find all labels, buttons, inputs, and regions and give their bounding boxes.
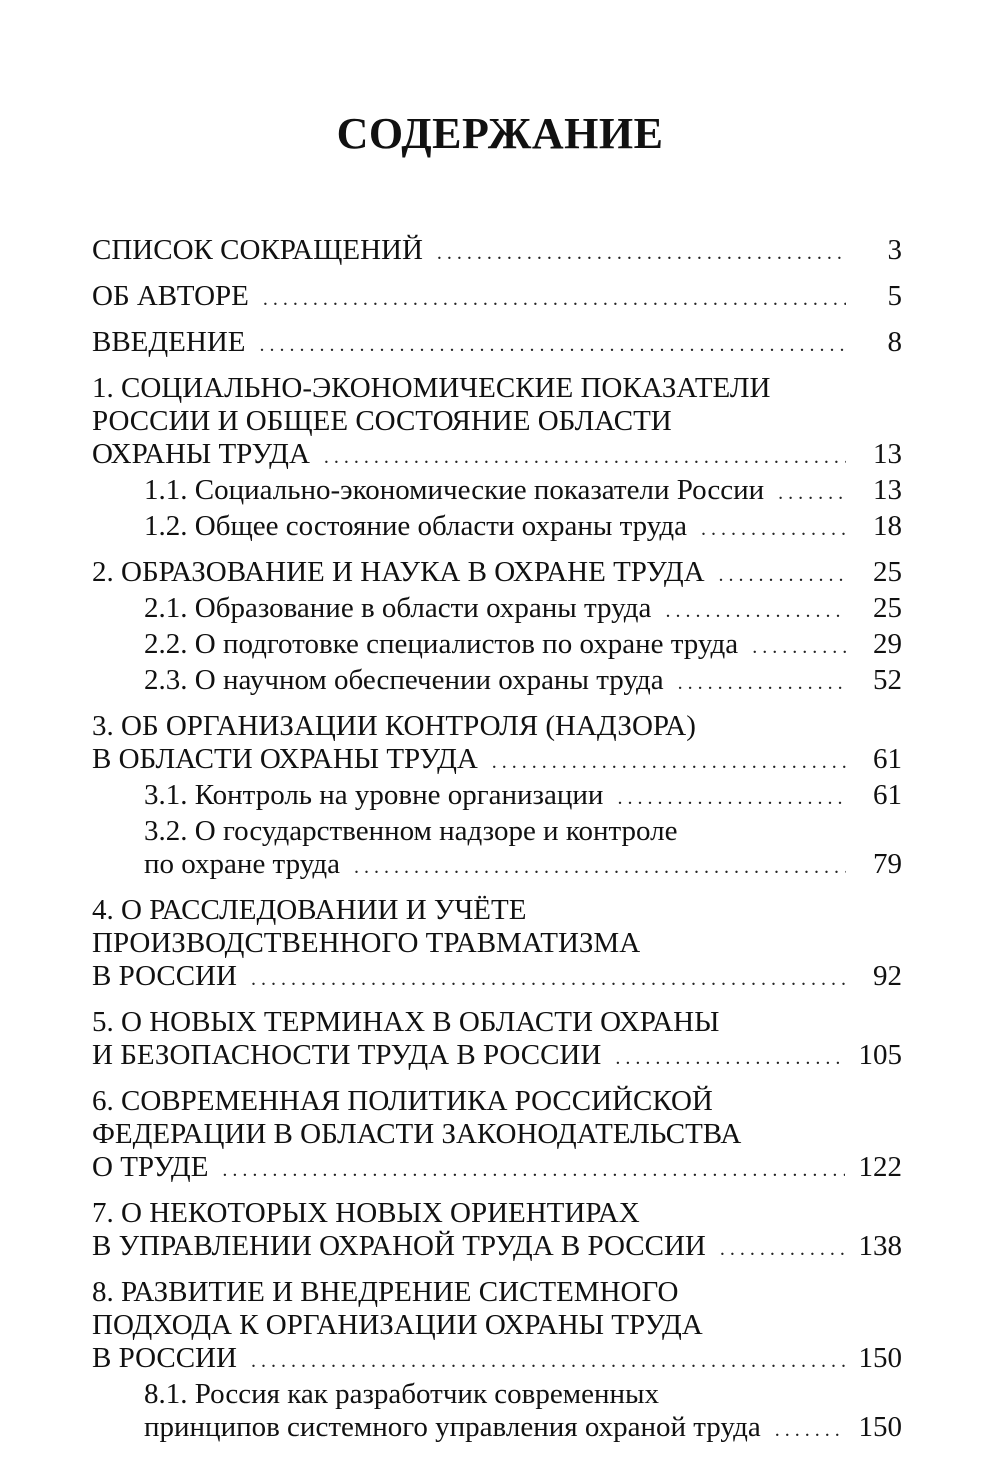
toc-page-number: 52: [873, 664, 902, 696]
toc-entry-label: 3.1. Контроль на уровне организации: [144, 779, 604, 811]
toc-entry-chapter-7[interactable]: [92, 1197, 902, 1266]
dot-leader: [678, 667, 846, 700]
dot-leader: [354, 851, 846, 884]
toc-entry-label: В РОССИИ: [92, 960, 237, 992]
toc-page-number: 5: [887, 280, 902, 312]
toc-entry-chapter-2[interactable]: [92, 556, 902, 592]
toc-entry-label: 1.1. Социально-экономические показатели России: [144, 474, 765, 506]
toc-entry-label: 1.2. Общее состояние области охраны труда: [144, 510, 688, 542]
dot-leader: [719, 559, 846, 592]
toc-entry-label: ПОДХОДА К ОРГАНИЗАЦИИ ОХРАНЫ ТРУДА: [92, 1309, 703, 1341]
toc-entry-label: В ОБЛАСТИ ОХРАНЫ ТРУДА: [92, 743, 478, 775]
toc-entry-label: 3. ОБ ОРГАНИЗАЦИИ КОНТРОЛЯ (НАДЗОРА): [92, 710, 696, 742]
toc-page-number: 18: [873, 510, 902, 542]
toc-entry-label: принципов системного управления охраной труда: [144, 1411, 761, 1443]
toc-entry-label: 1. СОЦИАЛЬНО-ЭКОНОМИЧЕСКИЕ ПОКАЗАТЕЛИ: [92, 372, 771, 404]
dot-leader: [778, 477, 846, 510]
dot-leader: [701, 513, 846, 546]
toc-entry-chapter-3[interactable]: [92, 710, 902, 779]
dot-leader: [263, 283, 846, 316]
dot-leader: [775, 1414, 845, 1447]
toc-entry-chapter-8[interactable]: [92, 1276, 902, 1378]
toc-entry-label: 8. РАЗВИТИЕ И ВНЕДРЕНИЕ СИСТЕМНОГО: [92, 1276, 679, 1308]
dot-leader: [720, 1233, 845, 1266]
dot-leader: [665, 595, 846, 628]
toc-entry-label: ОХРАНЫ ТРУДА: [92, 438, 310, 470]
toc-entry-label: 4. О РАССЛЕДОВАНИИ И УЧЁТЕ: [92, 894, 527, 926]
toc-entry-label: СПИСОК СОКРАЩЕНИЙ: [92, 234, 423, 266]
toc-entry-section-3-1[interactable]: [144, 779, 902, 815]
toc-entry-label: 2.3. О научном обеспечении охраны труда: [144, 664, 664, 696]
toc-entry-section-1-2[interactable]: [144, 510, 902, 546]
toc-entry-section-2-2[interactable]: [144, 628, 902, 664]
toc-entry-chapter-5[interactable]: [92, 1006, 902, 1075]
dot-leader: [324, 441, 846, 474]
toc-entry-label: В УПРАВЛЕНИИ ОХРАНОЙ ТРУДА В РОССИИ: [92, 1230, 706, 1262]
toc-entry-label: 6. СОВРЕМЕННАЯ ПОЛИТИКА РОССИЙСКОЙ: [92, 1085, 713, 1117]
toc-page-number: 13: [873, 438, 902, 470]
toc-page-number: 8: [887, 326, 902, 358]
toc-entry-section-3-2[interactable]: [144, 815, 902, 884]
dot-leader: [617, 782, 846, 815]
toc-page-number: 61: [873, 779, 902, 811]
dot-leader: [615, 1042, 844, 1075]
toc-page-number: 3: [887, 234, 902, 266]
toc-entry-section-8-1[interactable]: [144, 1378, 902, 1447]
toc-entry-introduction[interactable]: [92, 326, 902, 362]
toc-entry-label: ПРОИЗВОДСТВЕННОГО ТРАВМАТИЗМА: [92, 927, 641, 959]
toc-page-number: 25: [873, 556, 902, 588]
toc-page-number: 29: [873, 628, 902, 660]
toc-page-number: 61: [873, 743, 902, 775]
toc-entry-chapter-6[interactable]: [92, 1085, 902, 1187]
toc-entry-section-2-3[interactable]: [144, 664, 902, 700]
toc-page-number: 105: [858, 1039, 902, 1071]
toc-entry-chapter-4[interactable]: [92, 894, 902, 996]
toc-page-number: 79: [873, 848, 902, 880]
toc-page-number: 150: [858, 1411, 902, 1443]
dot-leader: [251, 1345, 845, 1378]
toc-entry-about-author[interactable]: [92, 280, 902, 316]
toc-page-number: 92: [873, 960, 902, 992]
toc-entry-label: ОБ АВТОРЕ: [92, 280, 249, 312]
dot-leader: [752, 631, 846, 664]
toc-entry-label: ВВЕДЕНИЕ: [92, 326, 246, 358]
toc-page-number: 138: [858, 1230, 902, 1262]
toc-entry-label: 3.2. О государственном надзоре и контроле: [144, 815, 678, 847]
toc-entry-label: 2.2. О подготовке специалистов по охране труда: [144, 628, 739, 660]
dot-leader: [437, 237, 846, 270]
toc-entry-label: 2.1. Образование в области охраны труда: [144, 592, 652, 624]
toc-entry-label: 5. О НОВЫХ ТЕРМИНАХ В ОБЛАСТИ ОХРАНЫ: [92, 1006, 720, 1038]
toc-entry-label: 2. ОБРАЗОВАНИЕ И НАУКА В ОХРАНЕ ТРУДА: [92, 556, 705, 588]
toc-page-number: 25: [873, 592, 902, 624]
table-of-contents: [92, 234, 902, 1447]
dot-leader: [251, 963, 846, 996]
toc-entry-chapter-1[interactable]: [92, 372, 902, 474]
toc-entry-abbreviations[interactable]: [92, 234, 902, 270]
toc-page-number: 150: [858, 1342, 902, 1374]
toc-entry-section-2-1[interactable]: [144, 592, 902, 628]
page-title: СОДЕРЖАНИЕ: [336, 109, 664, 158]
dot-leader: [260, 329, 847, 362]
dot-leader: [492, 746, 846, 779]
toc-entry-label: В РОССИИ: [92, 1342, 237, 1374]
toc-entry-label: ФЕДЕРАЦИИ В ОБЛАСТИ ЗАКОНОДАТЕЛЬСТВА: [92, 1118, 742, 1150]
toc-entry-label: И БЕЗОПАСНОСТИ ТРУДА В РОССИИ: [92, 1039, 602, 1071]
toc-entry-label: по охране труда: [144, 848, 341, 880]
toc-entry-label: О ТРУДЕ: [92, 1151, 209, 1183]
toc-entry-label: РОССИИ И ОБЩЕЕ СОСТОЯНИЕ ОБЛАСТИ: [92, 405, 672, 437]
toc-entry-label: 8.1. Россия как разработчик современных: [144, 1378, 659, 1410]
toc-entry-label: 7. О НЕКОТОРЫХ НОВЫХ ОРИЕНТИРАХ: [92, 1197, 640, 1229]
toc-page-number: 13: [873, 474, 902, 506]
toc-page-number: 122: [858, 1151, 902, 1183]
dot-leader: [222, 1154, 844, 1187]
toc-entry-section-1-1[interactable]: [144, 474, 902, 510]
